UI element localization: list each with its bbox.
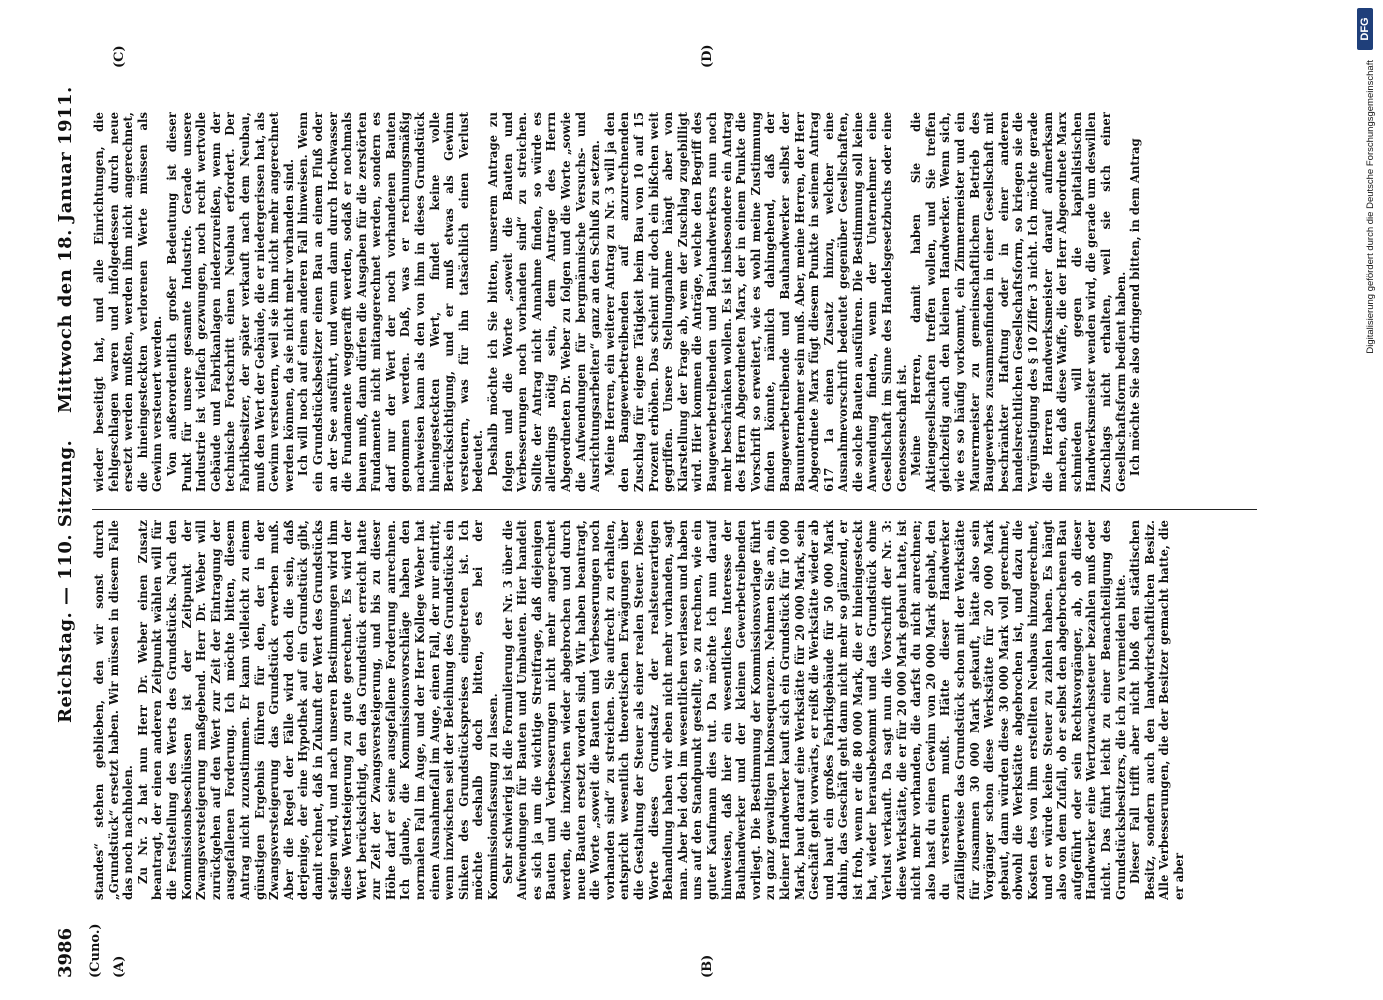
paragraph: Meine Herren, ein weiterer Antrag zu Nr. 3 will ja den den Bangewerbetreibenden auf anzurechnenden Zuschlag für eigene Tätigkeit beim Bau von 10 auf 15 Prozent erhöhen. Das scheint mir doch ein bißchen weit gegriffen. Unsere Stellungnahme hängt aber von Klarstellung der Frage ab, wem der Zuschlag zugebilligt wird. Hier kommen die Anträge, welche den Begriff des Baugewerbetreibenden und Bauhandwerkers nun noch mehr beschränken wollen. Es ist insbesondere ein Antrag des Herrn Abgeordneten Marx, der in einem Punkte die Vorschrift so erweitert, wie es wohl meine Zustimmung finden könnte, nämlich dahingehend, daß der Bangewerbetreibende und Bauhandwerker selbst der Bauunternehmer sein muß. Aber, meine Herren, der Herr Abgeordnete Marx fügt diesem Punkte in seinem Antrag 617 1a einen Zusatz hinzu, welcher eine Ausnahmevorschrift bedeutet gegenüber Gesellschaften, die solche Bauten ausführen. Die Bestimmung soll keine Anwendung finden, wenn der Unternehmer eine Gesellschaft im Sinne des Handelsgesetzbuchs oder eine Genossenschaft ist. [602,112,909,492]
speaker-marker: (Cuno.) [88,923,103,978]
margin-marker-b: (B) [700,954,715,978]
margin-marker-c: (C) [112,45,127,68]
margin-marker-d: (D) [700,44,715,68]
paragraph: Deshalb möchte ich Sie bitten, unserem Antrage zu folgen und die Worte „soweit die Bauten und Verbesserungen noch vorhanden sind“ zu streichen. Sollte der Antrag nicht Annahme finden, so würde es allerdings nötig sein, dem Antrage des Herrn Abgeordneten Dr. Weber zu folgen und die Worte „sowie die Aufwendungen für bergmännische Versuchs- und Ausrichtungsarbeiten“ ganz an den Schluß zu setzen. [486,112,603,492]
paragraph: standes“ stehen geblieben, den wir sonst durch „Grundstück“ ersetzt haben. Wir müssen in diesem Falle das noch nachholen. [92,520,136,900]
paragraph: Von außerordentlich großer Bedeutung ist dieser Punkt für unsere gesamte Industrie. Gerade unsere Industrie ist vielfach gezwungen, noch recht wertvolle Gebäude und Fabrikanlagen niederzureißen, wenn der technische Fortschritt einen Neubau erfordert. Der Fabrikbesitzer, der später verkauft nach dem Neubau, muß den Wert der Gebäude, die er niedergerissen hat, als Gewinn versteuern, weil sie ihm nicht mehr angerechnet werden können, da sie nicht mehr vorhanden sind. [164,112,296,492]
column-divider [92,509,1257,510]
dfg-logo: DFG [1357,8,1373,50]
paragraph: wieder beseitigt hat, und alle Einrichtungen, die fehlgeschlagen waren und infolgedessen durch neue ersetzt werden mußten, werden ihm nicht angerechnet, die hineingesteckten verlorenen Werte müssen als Gewinn versteuert werden. [92,112,165,492]
right-text-column [92,112,1257,492]
left-text-column [92,520,1257,900]
page-number: 3986 [55,927,76,978]
paragraph: Dieser Fall trifft aber nicht bloß den städtischen Besitz, sondern auch den landwirtschaftlichen Besitz. Alle Verbesserungen, die der Besitzer gemacht hatte, die er aber [1128,520,1186,900]
paragraph: Ich will noch auf einen anderen Fall hinweisen. Wenn ein Grundstücksbesitzer einen Bau an einem Fluß oder an der See ausführt, und wenn dann durch Hochwasser die Fundamente weggerafft werden, sodaß er nochmals bauen muß, dann dürfen die Ausgaben für die zerstörten Fundamente nicht mitangerechnet werden, sondern es darf nur der Wert der noch vorhandenen Bauten genommen werden. Daß, was er rechnungsmäßig nachweisen kann als den von ihm in dieses Grundstück hineingesteckten Wert, findet keine volle Berücksichtigung, und er muß etwas als Gewinn versteuern, was für ihn tatsächlich einen Verlust bedeutet. [296,112,486,492]
session-date: Mittwoch den 18. Januar 1911. [55,86,76,413]
paragraph: Zu Nr. 2 hat nun Herr Dr. Weber einen Zusatz beantragt, der einen anderen Zeitpunkt wählen will für die Feststellung des Werts des Grundstücks. Nach den Kommissionsbeschlüssen ist der Zeitpunkt der Zwangsversteigerung maßgebend. Herr Dr. Weber will zurückgehen auf den Wert zur Zeit der Eintragung der ausgefallenen Forderung. Ich möchte bitten, diesem Antrag nicht zuzustimmen. Er kann vielleicht zu einem günstigen Ergebnis führen für den, der in der Zwangsversteigerung das Grundstück erwerben muß. Aber die Regel der Fälle wird doch die sein, daß derjenige, der eine Hypothek auf ein Grundstück gibt, damit rechnet, daß in Zukunft der Wert des Grundstücks steigen wird, und nach unseren Bestimmungen wird ihm diese Wertsteigerung zu gute gerechnet. Es wird der Wert berücksichtigt, den das Grundstück erreicht hatte zur Zeit der Zwangsversteigerung, und bis zu dieser Höhe darf er seine ausgefallene Forderung anrechnen. Ich glaube, die Kommissionsvorschläge haben den normalen Fall im Auge, und der Herr Kollege Weber hat einen Ausnahmefall im Auge, einen Fall, der nur eintritt, wenn inzwischen seit der Beleihung des Grundstücks ein Sinken des Grundstückspreises eingetreten ist. Ich möchte deshalb doch bitten, es bei der Kommissionsfassung zu lassen. [135,520,501,900]
paragraph: Sehr schwierig ist die Formulierung der Nr. 3 über die Aufwendungen für Bauten und Umbauten. Hier handelt es sich ja um die wichtige Streitfrage, daß diejenigen Bauten und Verbesserungen nicht mehr angerechnet werden, die inzwischen wieder abgebrochen und durch neue Bauten ersetzt worden sind. Wir haben beantragt, die Worte „soweit die Bauten und Verbesserungen noch vorhanden sind“ zu streichen. Sie aufrecht zu erhalten, entspricht wesentlich theoretischen Erwägungen über die Gestaltung der Steuer als einer realen Steuer. Diese Worte dieses Grundsatz der realsteuerartigen Behandlung haben wir eben nicht mehr vorhanden, sagt man. Aber bei doch im wesentlichen verlassen und haben uns auf den Standpunkt gestellt, so zu rechnen, wie ein guter Kaufmann dies tut. Da möchte ich nun darauf hinweisen, daß hier ein wesentliches Interesse der Bauhandwerker und der kleinen Gewerbetreibenden vorliegt. Die Bestimmung der Kommissionsvorlage führt zu ganz gewaltigen Inkonsequenzen. Nehmen Sie an, ein kleiner Handwerker kauft sich ein Grundstück für 10 000 Mark, baut darauf eine Werkstätte für 20 000 Mark, sein Geschäft geht vorwärts, er reißt die Werkstätte wieder ab und baut ein großes Fabrikgebäude für 50 000 Mark dahin, das Geschäft geht dann nicht mehr so glänzend, er ist froh, wenn er die 80 000 Mark, die er hineingesteckt hat, wieder herausbekommt und das Grundstück ohne Verlust verkauft. Da sagt nun die Vorschrift der Nr. 3: diese Werkstätte, die er für 20 000 Mark gebaut hatte, ist nicht mehr vorhanden, die darfst du nicht anrechnen; also hast du einen Gewinn von 20 000 Mark gehabt, den du versteuern mußt. Hätte dieser Handwerker zufälligerweise das Grundstück schon mit der Werkstätte für zusammen 30 000 Mark gekauft, hätte also sein Vorgänger schon diese Werkstätte für 20 000 Mark gebaut, dann würden diese 30 000 Mark voll gerechnet, obwohl die Werkstätte abgebrochen ist, und dazu die Kosten des von ihm erstellten Neubaus hinzugerechnet, und er würde keine Steuer zu zahlen haben. Es hängt also von dem Zufall, ob er selbst den abgebrochenen Bau aufgeführt oder sein Rechtsvorgänger, ab, ob dieser Handwerker eine Wertzuwachssteuer bezahlen muß oder nicht. Das führt leicht zu einer Benachteiligung des Grundstücksbesitzers, die ich zu vermeiden bitte. [500,520,1128,900]
paragraph: Meine Herren, damit haben Sie die Aktiengesellschaften treffen wollen, und Sie treffen gleichzeitig auch den kleinen Handwerker. Wenn sich, wie es so häufig vorkommt, ein Zimmermeister und ein Maurermeister zu gemeinschaftlichem Betrieb des Baugewerbes zusammenfinden in einer Gesellschaft mit beschränkter Haftung oder in einer anderen handelsrechtlichen Gesellschaftsform, so kriegen sie die Vergünstigung des § 10 Ziffer 3 nicht. Ich möchte gerade die Herren Handwerksmeister darauf aufmerksam machen, daß diese Waffe, die der Herr Abgeordnete Marx schmieden will gegen die kapitalistischen Handwerksmeister wenden wird, die gerade um deswillen Zuschlags nicht erhalten, weil sie sich einer Gesellschaftsform bedient haben. [909,112,1128,492]
digitization-credit: Digitalisierung gefördert durch die Deutsche Forschungsgemeinschaft [1365,60,1376,354]
paragraph: Ich möchte Sie also dringend bitten, in dem Antrag [1128,138,1143,476]
margin-marker-a: (A) [112,955,127,978]
page-header [55,10,81,978]
section-title: Reichstag. — 110. Sitzung. [55,439,76,723]
